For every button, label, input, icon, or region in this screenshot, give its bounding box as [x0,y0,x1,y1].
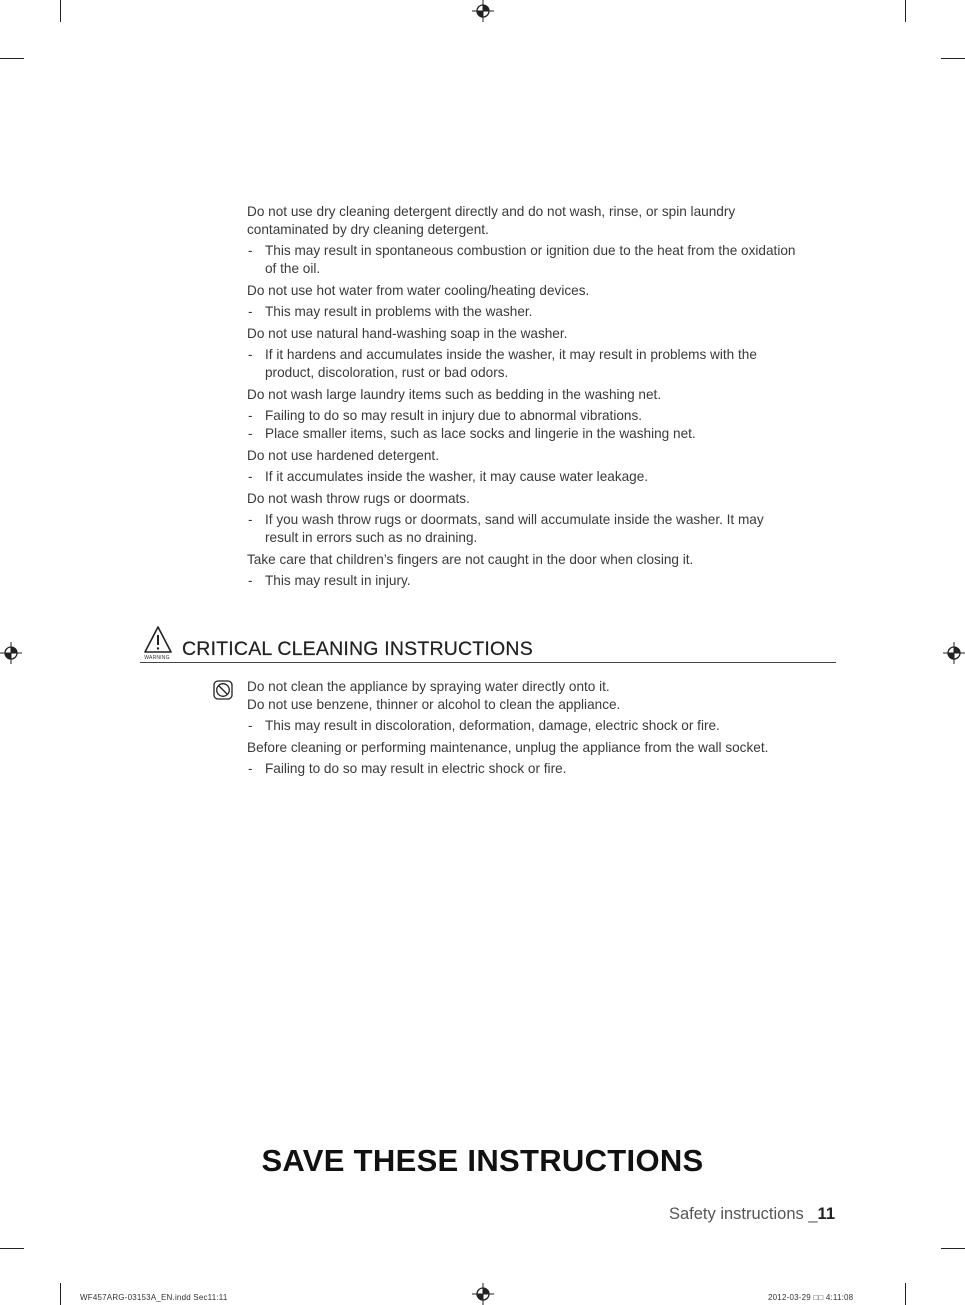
footer-section-label: Safety instructions _ [668,1205,818,1223]
instruction-text: Do not wash large laundry items such as bedding in the washing net. [247,387,662,402]
note-text: - This may result in discoloration, deformation, damage, electric shock or fire. [265,718,720,733]
crop-mark [60,1283,61,1305]
warning-label: WARNING [144,655,170,661]
page-footer [669,1205,835,1224]
prohibited-icon [213,680,233,700]
note-text: - If it accumulates inside the washer, it may cause water leakage. [265,469,649,484]
note-text: - If you wash throw rugs or doormats, sand will accumulate inside the washer. It may [265,512,764,527]
instruction-note [247,407,847,425]
crop-mark [0,58,24,59]
instruction-item [247,282,847,321]
note-text: - This may result in injury. [265,573,411,588]
note-text: - This may result in spontaneous combustion or ignition due to the heat from the oxidation [265,243,796,258]
print-slug-file: WF457ARG-03153A_EN.indd Sec11:11 [80,1293,228,1302]
crop-mark [905,1283,906,1305]
note-text: - Place smaller items, such as lace socks and lingerie in the washing net. [265,426,696,441]
registration-mark-icon [0,642,22,664]
instruction-text: Do not use natural hand-washing soap in the washer. [247,326,568,341]
intro-instructions [247,203,847,590]
instruction-text: Do not clean the appliance by spraying water directly onto it. [247,679,610,694]
print-slug-date: 2012-03-29 □□ 4:11:08 [768,1293,854,1302]
note-text: - Failing to do so may result in injury due to abnormal vibrations. [265,408,643,423]
page-number: 11 [817,1205,835,1223]
registration-mark-icon [472,1283,494,1305]
instruction-item [247,490,847,547]
instruction-item [247,551,847,590]
instruction-item [247,678,847,735]
critical-instructions [247,678,847,778]
note-text: - This may result in problems with the washer. [265,304,533,319]
crop-mark [60,0,61,22]
save-instructions-title: SAVE THESE INSTRUCTIONS [261,1143,704,1178]
instruction-text: Do not wash throw rugs or doormats. [247,491,470,506]
crop-mark [941,1248,965,1249]
instruction-text: Do not use hardened detergent. [247,448,439,463]
instruction-note [247,346,847,382]
section-heading [140,624,836,663]
instruction-note [247,760,847,778]
note-text: - If it hardens and accumulates inside the washer, it may result in problems with the [265,347,757,362]
instruction-item [247,739,847,778]
instruction-note [247,572,847,590]
instruction-text: Before cleaning or performing maintenance, unplug the appliance from the wall socket. [247,740,769,755]
instruction-text: Do not use hot water from water cooling/heating devices. [247,283,590,298]
section-title: CRITICAL CLEANING INSTRUCTIONS [182,638,533,660]
instruction-text: Do not use dry cleaning detergent directly and do not wash, rinse, or spin laundry [247,204,736,219]
note-text: of the oil. [265,261,321,276]
instruction-note [247,717,847,735]
instruction-text: contaminated by dry cleaning detergent. [247,222,489,237]
instruction-note [247,425,847,443]
registration-mark-icon [943,642,965,664]
instruction-text: Do not use benzene, thinner or alcohol to clean the appliance. [247,697,621,712]
instruction-note [247,242,847,278]
note-text: result in errors such as no draining. [265,530,478,545]
crop-mark [941,58,965,59]
instruction-item [247,203,847,278]
note-text: product, discoloration, rust or bad odors. [265,365,509,380]
note-text: - Failing to do so may result in electric shock or fire. [265,761,567,776]
instruction-item [247,447,847,486]
instruction-item [247,386,847,443]
instruction-note [247,468,847,486]
instruction-text: Take care that children’s fingers are not caught in the door when closing it. [247,552,694,567]
instruction-item [247,325,847,382]
crop-mark [0,1248,24,1249]
instruction-note [247,511,847,547]
registration-mark-icon [472,0,494,22]
crop-mark [905,0,906,22]
instruction-note [247,303,847,321]
